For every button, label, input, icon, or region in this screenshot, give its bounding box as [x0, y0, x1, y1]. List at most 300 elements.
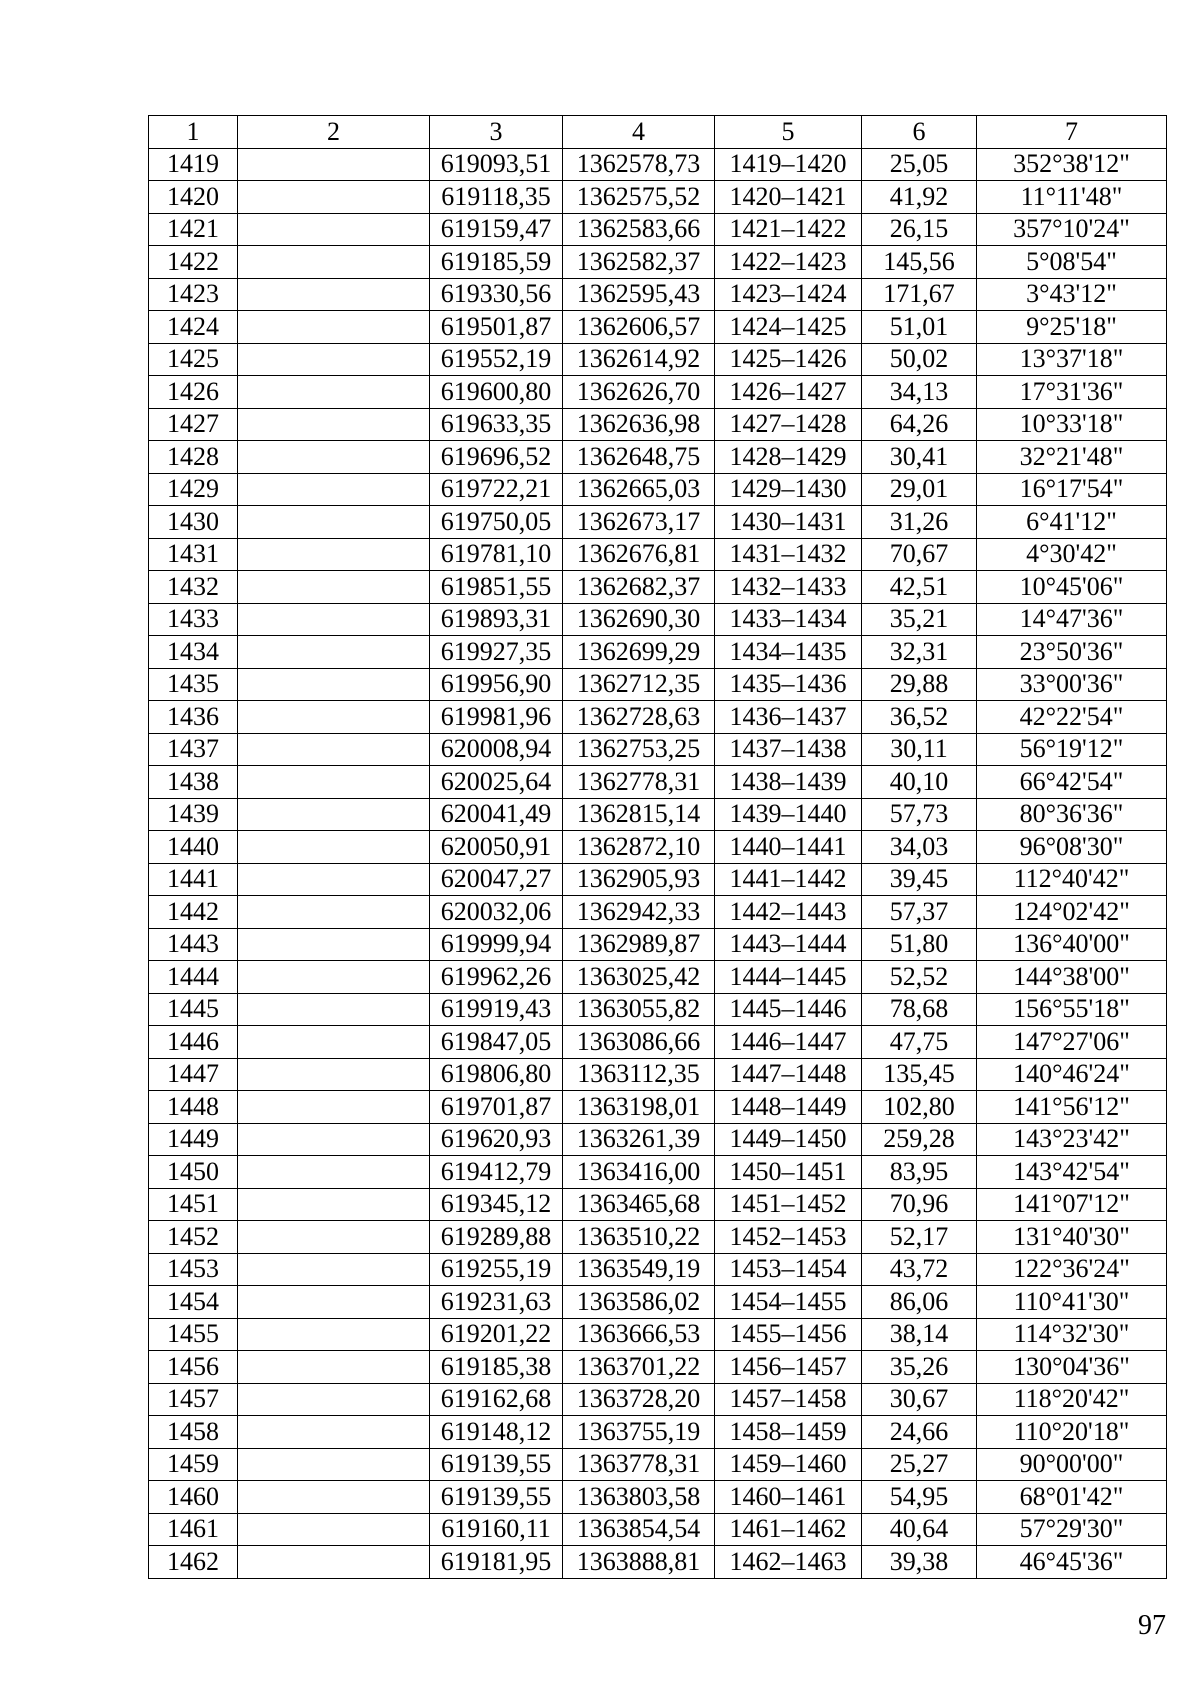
point-number-cell: 1427: [149, 408, 238, 441]
length-cell: 30,67: [862, 1383, 977, 1416]
y-coordinate-cell: 1362815,14: [563, 798, 715, 831]
y-coordinate-cell: 1363465,68: [563, 1188, 715, 1221]
y-coordinate-cell: 1363701,22: [563, 1351, 715, 1384]
y-coordinate-cell: 1362682,37: [563, 571, 715, 604]
x-coordinate-cell: 619927,35: [430, 636, 563, 669]
bearing-cell: 56°19'12": [977, 733, 1167, 766]
bearing-cell: 23°50'36": [977, 636, 1167, 669]
segment-cell: 1425–1426: [715, 343, 862, 376]
x-coordinate-cell: 619159,47: [430, 213, 563, 246]
bearing-cell: 114°32'30": [977, 1318, 1167, 1351]
point-number-cell: 1452: [149, 1221, 238, 1254]
segment-cell: 1435–1436: [715, 668, 862, 701]
y-coordinate-cell: 1363025,42: [563, 961, 715, 994]
table-row: [149, 1091, 1167, 1124]
point-number-cell: 1454: [149, 1286, 238, 1319]
segment-cell: 1434–1435: [715, 636, 862, 669]
bearing-cell: 110°41'30": [977, 1286, 1167, 1319]
point-number-cell: 1436: [149, 701, 238, 734]
x-coordinate-cell: 619162,68: [430, 1383, 563, 1416]
description-cell: [238, 733, 430, 766]
bearing-cell: 147°27'06": [977, 1026, 1167, 1059]
point-number-cell: 1438: [149, 766, 238, 799]
x-coordinate-cell: 619806,80: [430, 1058, 563, 1091]
segment-cell: 1424–1425: [715, 311, 862, 344]
x-coordinate-cell: 619847,05: [430, 1026, 563, 1059]
bearing-cell: 143°42'54": [977, 1156, 1167, 1189]
y-coordinate-cell: 1362673,17: [563, 506, 715, 539]
table-row: [149, 213, 1167, 246]
y-coordinate-cell: 1362712,35: [563, 668, 715, 701]
table-row: [149, 1188, 1167, 1221]
bearing-cell: 32°21'48": [977, 441, 1167, 474]
x-coordinate-cell: 619722,21: [430, 473, 563, 506]
x-coordinate-cell: 619552,19: [430, 343, 563, 376]
x-coordinate-cell: 620008,94: [430, 733, 563, 766]
segment-cell: 1426–1427: [715, 376, 862, 409]
length-cell: 39,45: [862, 863, 977, 896]
length-cell: 57,73: [862, 798, 977, 831]
description-cell: [238, 246, 430, 279]
y-coordinate-cell: 1362942,33: [563, 896, 715, 929]
y-coordinate-cell: 1363666,53: [563, 1318, 715, 1351]
point-number-cell: 1420: [149, 181, 238, 214]
segment-cell: 1420–1421: [715, 181, 862, 214]
y-coordinate-cell: 1363888,81: [563, 1546, 715, 1579]
point-number-cell: 1421: [149, 213, 238, 246]
bearing-cell: 10°33'18": [977, 408, 1167, 441]
segment-cell: 1436–1437: [715, 701, 862, 734]
x-coordinate-cell: 619181,95: [430, 1546, 563, 1579]
page-number: 97: [1138, 1610, 1166, 1641]
description-cell: [238, 571, 430, 604]
length-cell: 51,01: [862, 311, 977, 344]
point-number-cell: 1448: [149, 1091, 238, 1124]
length-cell: 29,01: [862, 473, 977, 506]
point-number-cell: 1425: [149, 343, 238, 376]
x-coordinate-cell: 619633,35: [430, 408, 563, 441]
point-number-cell: 1450: [149, 1156, 238, 1189]
description-cell: [238, 1091, 430, 1124]
bearing-cell: 5°08'54": [977, 246, 1167, 279]
point-number-cell: 1443: [149, 928, 238, 961]
x-coordinate-cell: 619919,43: [430, 993, 563, 1026]
y-coordinate-cell: 1362753,25: [563, 733, 715, 766]
table-row: [149, 1286, 1167, 1319]
x-coordinate-cell: 619118,35: [430, 181, 563, 214]
description-cell: [238, 798, 430, 831]
bearing-cell: 143°23'42": [977, 1123, 1167, 1156]
bearing-cell: 68°01'42": [977, 1481, 1167, 1514]
length-cell: 50,02: [862, 343, 977, 376]
segment-cell: 1438–1439: [715, 766, 862, 799]
bearing-cell: 156°55'18": [977, 993, 1167, 1026]
length-cell: 51,80: [862, 928, 977, 961]
description-cell: [238, 1481, 430, 1514]
description-cell: [238, 1546, 430, 1579]
bearing-cell: 118°20'42": [977, 1383, 1167, 1416]
description-cell: [238, 1286, 430, 1319]
bearing-cell: 42°22'54": [977, 701, 1167, 734]
description-cell: [238, 181, 430, 214]
y-coordinate-cell: 1362872,10: [563, 831, 715, 864]
table-row: [149, 896, 1167, 929]
x-coordinate-cell: 619139,55: [430, 1448, 563, 1481]
x-coordinate-cell: 619289,88: [430, 1221, 563, 1254]
table-row: [149, 766, 1167, 799]
description-cell: [238, 1318, 430, 1351]
segment-cell: 1442–1443: [715, 896, 862, 929]
table-row: [149, 701, 1167, 734]
y-coordinate-cell: 1363803,58: [563, 1481, 715, 1514]
table-row: [149, 733, 1167, 766]
length-cell: 25,05: [862, 148, 977, 181]
description-cell: [238, 473, 430, 506]
point-number-cell: 1447: [149, 1058, 238, 1091]
segment-cell: 1431–1432: [715, 538, 862, 571]
segment-cell: 1441–1442: [715, 863, 862, 896]
point-number-cell: 1449: [149, 1123, 238, 1156]
bearing-cell: 14°47'36": [977, 603, 1167, 636]
length-cell: 102,80: [862, 1091, 977, 1124]
y-coordinate-cell: 1362665,03: [563, 473, 715, 506]
length-cell: 78,68: [862, 993, 977, 1026]
point-number-cell: 1429: [149, 473, 238, 506]
description-cell: [238, 961, 430, 994]
description-cell: [238, 603, 430, 636]
header-row: [149, 116, 1167, 149]
point-number-cell: 1431: [149, 538, 238, 571]
column-header: 4: [563, 116, 715, 149]
segment-cell: 1430–1431: [715, 506, 862, 539]
point-number-cell: 1461: [149, 1513, 238, 1546]
x-coordinate-cell: 620050,91: [430, 831, 563, 864]
description-cell: [238, 1123, 430, 1156]
description-cell: [238, 376, 430, 409]
bearing-cell: 9°25'18": [977, 311, 1167, 344]
length-cell: 43,72: [862, 1253, 977, 1286]
y-coordinate-cell: 1362636,98: [563, 408, 715, 441]
table-row: [149, 473, 1167, 506]
bearing-cell: 140°46'24": [977, 1058, 1167, 1091]
table-row: [149, 831, 1167, 864]
length-cell: 35,21: [862, 603, 977, 636]
table-row: [149, 506, 1167, 539]
bearing-cell: 16°17'54": [977, 473, 1167, 506]
description-cell: [238, 896, 430, 929]
x-coordinate-cell: 619750,05: [430, 506, 563, 539]
table-row: [149, 863, 1167, 896]
segment-cell: 1448–1449: [715, 1091, 862, 1124]
length-cell: 32,31: [862, 636, 977, 669]
y-coordinate-cell: 1362728,63: [563, 701, 715, 734]
bearing-cell: 13°37'18": [977, 343, 1167, 376]
x-coordinate-cell: 619501,87: [430, 311, 563, 344]
point-number-cell: 1440: [149, 831, 238, 864]
point-number-cell: 1435: [149, 668, 238, 701]
table-row: [149, 1416, 1167, 1449]
y-coordinate-cell: 1363778,31: [563, 1448, 715, 1481]
table-row: [149, 376, 1167, 409]
bearing-cell: 141°56'12": [977, 1091, 1167, 1124]
table-body: [149, 148, 1167, 1578]
bearing-cell: 141°07'12": [977, 1188, 1167, 1221]
table-row: [149, 1448, 1167, 1481]
bearing-cell: 10°45'06": [977, 571, 1167, 604]
description-cell: [238, 1513, 430, 1546]
length-cell: 34,13: [862, 376, 977, 409]
point-number-cell: 1424: [149, 311, 238, 344]
x-coordinate-cell: 619851,55: [430, 571, 563, 604]
y-coordinate-cell: 1363055,82: [563, 993, 715, 1026]
length-cell: 57,37: [862, 896, 977, 929]
bearing-cell: 124°02'42": [977, 896, 1167, 929]
column-header: 7: [977, 116, 1167, 149]
bearing-cell: 33°00'36": [977, 668, 1167, 701]
table-row: [149, 1026, 1167, 1059]
y-coordinate-cell: 1362614,92: [563, 343, 715, 376]
x-coordinate-cell: 619231,63: [430, 1286, 563, 1319]
table-row: [149, 636, 1167, 669]
bearing-cell: 66°42'54": [977, 766, 1167, 799]
segment-cell: 1447–1448: [715, 1058, 862, 1091]
description-cell: [238, 1058, 430, 1091]
table-row: [149, 408, 1167, 441]
y-coordinate-cell: 1363510,22: [563, 1221, 715, 1254]
x-coordinate-cell: 619330,56: [430, 278, 563, 311]
bearing-cell: 57°29'30": [977, 1513, 1167, 1546]
point-number-cell: 1426: [149, 376, 238, 409]
y-coordinate-cell: 1363549,19: [563, 1253, 715, 1286]
description-cell: [238, 636, 430, 669]
x-coordinate-cell: 620047,27: [430, 863, 563, 896]
description-cell: [238, 1448, 430, 1481]
length-cell: 42,51: [862, 571, 977, 604]
x-coordinate-cell: 620025,64: [430, 766, 563, 799]
length-cell: 40,64: [862, 1513, 977, 1546]
segment-cell: 1423–1424: [715, 278, 862, 311]
x-coordinate-cell: 619185,38: [430, 1351, 563, 1384]
y-coordinate-cell: 1363586,02: [563, 1286, 715, 1319]
length-cell: 64,26: [862, 408, 977, 441]
description-cell: [238, 506, 430, 539]
description-cell: [238, 441, 430, 474]
x-coordinate-cell: 619893,31: [430, 603, 563, 636]
description-cell: [238, 343, 430, 376]
table-row: [149, 961, 1167, 994]
y-coordinate-cell: 1362626,70: [563, 376, 715, 409]
length-cell: 25,27: [862, 1448, 977, 1481]
column-header: 1: [149, 116, 238, 149]
table-row: [149, 1156, 1167, 1189]
length-cell: 36,52: [862, 701, 977, 734]
bearing-cell: 6°41'12": [977, 506, 1167, 539]
bearing-cell: 352°38'12": [977, 148, 1167, 181]
x-coordinate-cell: 619255,19: [430, 1253, 563, 1286]
segment-cell: 1440–1441: [715, 831, 862, 864]
table-row: [149, 181, 1167, 214]
bearing-cell: 90°00'00": [977, 1448, 1167, 1481]
column-header: 2: [238, 116, 430, 149]
segment-cell: 1437–1438: [715, 733, 862, 766]
segment-cell: 1455–1456: [715, 1318, 862, 1351]
segment-cell: 1446–1447: [715, 1026, 862, 1059]
y-coordinate-cell: 1362582,37: [563, 246, 715, 279]
length-cell: 34,03: [862, 831, 977, 864]
y-coordinate-cell: 1363112,35: [563, 1058, 715, 1091]
point-number-cell: 1428: [149, 441, 238, 474]
point-number-cell: 1460: [149, 1481, 238, 1514]
segment-cell: 1461–1462: [715, 1513, 862, 1546]
y-coordinate-cell: 1362648,75: [563, 441, 715, 474]
x-coordinate-cell: 619201,22: [430, 1318, 563, 1351]
description-cell: [238, 1416, 430, 1449]
segment-cell: 1462–1463: [715, 1546, 862, 1579]
coordinates-table-container: [148, 115, 1167, 1579]
length-cell: 30,11: [862, 733, 977, 766]
column-header: 5: [715, 116, 862, 149]
point-number-cell: 1455: [149, 1318, 238, 1351]
point-number-cell: 1434: [149, 636, 238, 669]
segment-cell: 1422–1423: [715, 246, 862, 279]
table-row: [149, 1481, 1167, 1514]
length-cell: 29,88: [862, 668, 977, 701]
segment-cell: 1450–1451: [715, 1156, 862, 1189]
table-row: [149, 1383, 1167, 1416]
point-number-cell: 1458: [149, 1416, 238, 1449]
x-coordinate-cell: 619093,51: [430, 148, 563, 181]
point-number-cell: 1459: [149, 1448, 238, 1481]
bearing-cell: 80°36'36": [977, 798, 1167, 831]
y-coordinate-cell: 1363198,01: [563, 1091, 715, 1124]
length-cell: 52,17: [862, 1221, 977, 1254]
length-cell: 47,75: [862, 1026, 977, 1059]
segment-cell: 1454–1455: [715, 1286, 862, 1319]
segment-cell: 1451–1452: [715, 1188, 862, 1221]
y-coordinate-cell: 1363086,66: [563, 1026, 715, 1059]
description-cell: [238, 1351, 430, 1384]
length-cell: 39,38: [862, 1546, 977, 1579]
table-row: [149, 441, 1167, 474]
table-row: [149, 571, 1167, 604]
x-coordinate-cell: 619781,10: [430, 538, 563, 571]
length-cell: 31,26: [862, 506, 977, 539]
column-header: 6: [862, 116, 977, 149]
point-number-cell: 1445: [149, 993, 238, 1026]
table-row: [149, 148, 1167, 181]
segment-cell: 1433–1434: [715, 603, 862, 636]
y-coordinate-cell: 1362778,31: [563, 766, 715, 799]
y-coordinate-cell: 1362595,43: [563, 278, 715, 311]
table-row: [149, 311, 1167, 344]
table-row: [149, 798, 1167, 831]
x-coordinate-cell: 619999,94: [430, 928, 563, 961]
y-coordinate-cell: 1363854,54: [563, 1513, 715, 1546]
length-cell: 30,41: [862, 441, 977, 474]
length-cell: 171,67: [862, 278, 977, 311]
x-coordinate-cell: 619345,12: [430, 1188, 563, 1221]
x-coordinate-cell: 619620,93: [430, 1123, 563, 1156]
x-coordinate-cell: 619412,79: [430, 1156, 563, 1189]
x-coordinate-cell: 620032,06: [430, 896, 563, 929]
y-coordinate-cell: 1362575,52: [563, 181, 715, 214]
segment-cell: 1429–1430: [715, 473, 862, 506]
x-coordinate-cell: 619185,59: [430, 246, 563, 279]
bearing-cell: 3°43'12": [977, 278, 1167, 311]
y-coordinate-cell: 1363416,00: [563, 1156, 715, 1189]
bearing-cell: 4°30'42": [977, 538, 1167, 571]
description-cell: [238, 1188, 430, 1221]
point-number-cell: 1433: [149, 603, 238, 636]
segment-cell: 1445–1446: [715, 993, 862, 1026]
description-cell: [238, 831, 430, 864]
segment-cell: 1452–1453: [715, 1221, 862, 1254]
description-cell: [238, 701, 430, 734]
x-coordinate-cell: 619160,11: [430, 1513, 563, 1546]
x-coordinate-cell: 619981,96: [430, 701, 563, 734]
table-row: [149, 1123, 1167, 1156]
bearing-cell: 17°31'36": [977, 376, 1167, 409]
bearing-cell: 144°38'00": [977, 961, 1167, 994]
table-row: [149, 1058, 1167, 1091]
point-number-cell: 1446: [149, 1026, 238, 1059]
x-coordinate-cell: 619139,55: [430, 1481, 563, 1514]
length-cell: 54,95: [862, 1481, 977, 1514]
description-cell: [238, 538, 430, 571]
segment-cell: 1427–1428: [715, 408, 862, 441]
bearing-cell: 112°40'42": [977, 863, 1167, 896]
table-row: [149, 668, 1167, 701]
description-cell: [238, 1253, 430, 1286]
length-cell: 259,28: [862, 1123, 977, 1156]
segment-cell: 1432–1433: [715, 571, 862, 604]
y-coordinate-cell: 1362989,87: [563, 928, 715, 961]
table-row: [149, 343, 1167, 376]
y-coordinate-cell: 1363755,19: [563, 1416, 715, 1449]
table-row: [149, 1351, 1167, 1384]
bearing-cell: 131°40'30": [977, 1221, 1167, 1254]
y-coordinate-cell: 1363728,20: [563, 1383, 715, 1416]
point-number-cell: 1442: [149, 896, 238, 929]
length-cell: 70,67: [862, 538, 977, 571]
description-cell: [238, 1221, 430, 1254]
description-cell: [238, 278, 430, 311]
description-cell: [238, 1026, 430, 1059]
bearing-cell: 357°10'24": [977, 213, 1167, 246]
description-cell: [238, 148, 430, 181]
table-row: [149, 1513, 1167, 1546]
point-number-cell: 1456: [149, 1351, 238, 1384]
point-number-cell: 1453: [149, 1253, 238, 1286]
table-row: [149, 1546, 1167, 1579]
table-row: [149, 928, 1167, 961]
y-coordinate-cell: 1362578,73: [563, 148, 715, 181]
bearing-cell: 110°20'18": [977, 1416, 1167, 1449]
segment-cell: 1459–1460: [715, 1448, 862, 1481]
point-number-cell: 1419: [149, 148, 238, 181]
length-cell: 41,92: [862, 181, 977, 214]
point-number-cell: 1437: [149, 733, 238, 766]
y-coordinate-cell: 1362583,66: [563, 213, 715, 246]
y-coordinate-cell: 1362606,57: [563, 311, 715, 344]
bearing-cell: 96°08'30": [977, 831, 1167, 864]
point-number-cell: 1457: [149, 1383, 238, 1416]
x-coordinate-cell: 619962,26: [430, 961, 563, 994]
point-number-cell: 1462: [149, 1546, 238, 1579]
segment-cell: 1439–1440: [715, 798, 862, 831]
table-row: [149, 993, 1167, 1026]
table-row: [149, 603, 1167, 636]
